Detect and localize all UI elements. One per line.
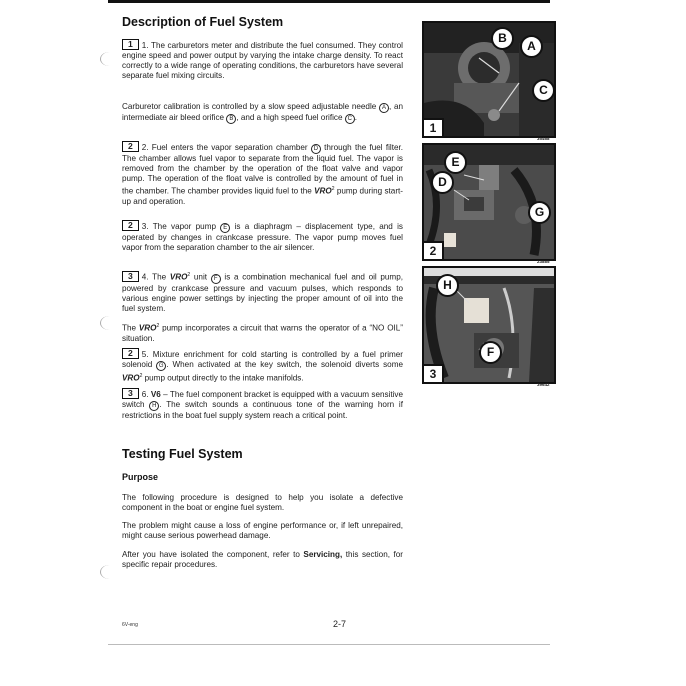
punch-hole-mark: [100, 565, 119, 579]
figure-ref-badge: 2: [122, 220, 139, 231]
figure-1-photo: [422, 21, 556, 138]
photo-id: 39642: [537, 382, 550, 387]
figure-3-photo: [422, 266, 556, 384]
photo-callout-e: E: [444, 151, 467, 174]
section-title-testing: Testing Fuel System: [122, 447, 243, 461]
photo-callout-b: B: [491, 27, 514, 50]
paragraph-mixture-enrichment: 2 5. Mixture enrichment for cold starting is controlled by a fuel primer solenoid G . When activated at the key switch, the solenoid diverts some VRO$^2$ pump output directly to the intake manifolds.: [122, 348, 403, 383]
figure-number: 2: [424, 241, 444, 259]
callout-ref-g: G: [156, 361, 166, 371]
figure-ref-badge: 3: [122, 271, 139, 282]
callout-ref-a: A: [379, 103, 389, 113]
figure-2-photo: [422, 143, 556, 261]
callout-ref-e: E: [220, 223, 230, 233]
punch-hole-mark: [100, 52, 119, 66]
subsection-title-purpose: Purpose: [122, 472, 159, 482]
paragraph-vro-unit: 3 4. The VRO$^2$ unit F is a combination mechanical fuel and oil pump, powered by crankcase pressure and vacuum pulses, which responds to various engine power settings by injecting the proper amount of oil into the fuel system.: [122, 270, 403, 313]
callout-ref-f: F: [211, 274, 221, 284]
photo-callout-f: F: [479, 341, 502, 364]
page-number: 2-7: [333, 619, 347, 629]
photo-callout-a: A: [520, 35, 543, 58]
paragraph-v6-bracket: 3 6. V6 – The fuel component bracket is equipped with a vacuum sensitive switch H . The switch sounds a continuous tone of the warning horn if restrictions in the boat fuel supply system reach a critical point.: [122, 388, 403, 421]
paragraph-calibration: Carburetor calibration is controlled by a slow speed adjustable needle A , an intermediate air bleed orifice B , and a high speed fuel orifice C .: [122, 102, 403, 122]
callout-ref-h: H: [149, 401, 159, 411]
photo-callout-g: G: [528, 201, 551, 224]
footer-doc-code: 6V-eng: [122, 622, 138, 628]
photo-callout-c: C: [532, 79, 555, 102]
paragraph-vapor-pump: 2 3. The vapor pump E is a diaphragm – displacement type, and is operated by changes in crankcase pressure. The vapor pump moves fuel vapor from the separation chamber to the air silencer.: [122, 220, 403, 253]
paragraph-purpose-2: The problem might cause a loss of engine performance or, if left unrepaired, might cause serious powerhead damage.: [122, 521, 403, 541]
photo-id: 35468: [537, 136, 550, 141]
figure-ref-badge: 2: [122, 141, 139, 152]
top-rule: [108, 0, 550, 3]
paragraph-vapor-chamber: 2 2. Fuel enters the vapor separation chamber D through the fuel filter. The chamber allows fuel vapor to separate from the liquid fuel. The vapor is removed from the chamber by the operation of the float valve and vapor pump. The operation of the float valve is controlled by the amount of fuel in the chamber. The chamber provides liquid fuel to the VRO$^2$ pump during start-up and operation.: [122, 141, 404, 206]
figure-number: 3: [424, 364, 444, 382]
figure-ref-badge: 1: [122, 39, 139, 50]
paragraph-purpose-3: After you have isolated the component, refer to Servicing, this section, for specific repair procedures.: [122, 550, 403, 570]
paragraph-carburetors: 1 1. The carburetors meter and distribute the fuel consumed. They control engine speed and power output by varying the intake charge density. To react correctly to a wide range of operating conditions, the carburetors have several separate fuel mixing circuits.: [122, 39, 403, 81]
figure-number: 1: [424, 118, 444, 136]
figure-ref-badge: 3: [122, 388, 139, 399]
paragraph-purpose-1: The following procedure is designed to help you isolate a defective component in the boat or engine fuel system.: [122, 493, 403, 513]
figure-ref-badge: 2: [122, 348, 139, 359]
punch-hole-mark: [100, 316, 119, 330]
callout-ref-c: C: [345, 114, 355, 124]
callout-ref-d: D: [311, 144, 321, 154]
photo-id: 23885: [537, 259, 550, 264]
section-title-description: Description of Fuel System: [122, 15, 284, 29]
paragraph-no-oil: The VRO$^2$ pump incorporates a circuit that warns the operator of a “NO OIL” situation.: [122, 323, 403, 343]
photo-callout-d: D: [431, 171, 454, 194]
callout-ref-b: B: [226, 114, 236, 124]
photo-callout-h: H: [436, 274, 459, 297]
footer-rule: [108, 644, 550, 645]
